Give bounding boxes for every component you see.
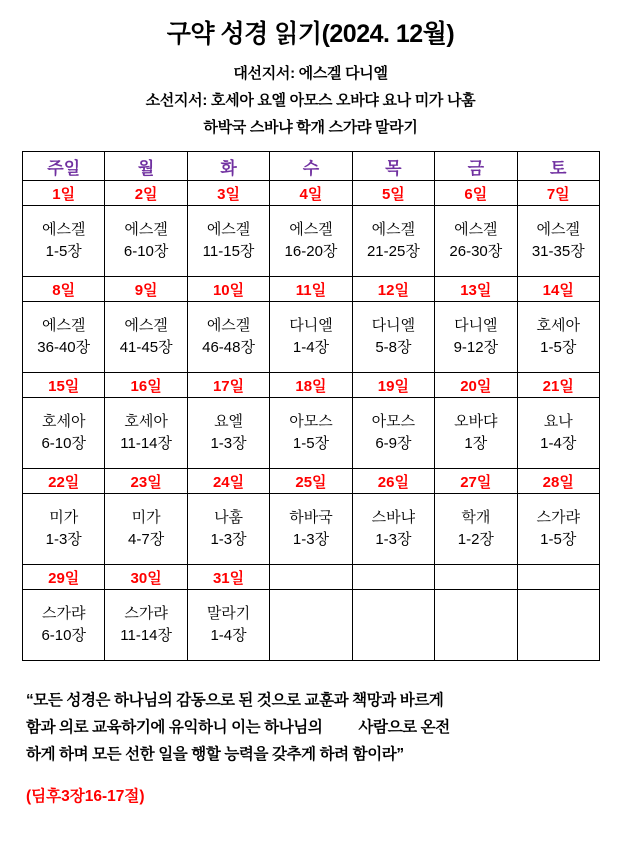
day-number: 17일 (187, 373, 269, 398)
day-number: 22일 (23, 469, 105, 494)
day-number: 21일 (517, 373, 599, 398)
reading-cell: 에스겔 36-40장 (23, 302, 105, 373)
verse-line-2-wrap (26, 714, 595, 741)
reading-cell-empty (435, 590, 517, 661)
day-number: 24일 (187, 469, 269, 494)
day-number: 2일 (105, 181, 187, 206)
reading-cell: 미가 4-7장 (105, 494, 187, 565)
day-number: 23일 (105, 469, 187, 494)
day-number-empty (517, 565, 599, 590)
subtitle-minor-prophets-1: 소선지서: 호세아 요엘 아모스 오바댜 요나 미가 나훔 (145, 92, 476, 109)
subtitle-major-prophets: 대선지서: 에스겔 다니엘 (233, 65, 388, 82)
reading-cell: 에스겔 26-30장 (435, 206, 517, 277)
reading-cell: 스바냐 1-3장 (352, 494, 434, 565)
day-number: 3일 (187, 181, 269, 206)
verse-line-2: 함과 의로 교육하기에 유익하니 이는 하나님의 (26, 719, 323, 737)
reading-cell: 스가랴 6-10장 (23, 590, 105, 661)
reading-cell-empty (352, 590, 434, 661)
day-number: 11일 (270, 277, 352, 302)
reading-cell: 에스겔 1-5장 (23, 206, 105, 277)
day-number: 5일 (352, 181, 434, 206)
reading-cell-empty (517, 590, 599, 661)
day-number: 27일 (435, 469, 517, 494)
day-number-row (23, 277, 600, 302)
reading-cell: 호세아 1-5장 (517, 302, 599, 373)
dow-sat: 토 (517, 152, 599, 181)
day-number: 4일 (270, 181, 352, 206)
reading-cell: 에스겔 46-48장 (187, 302, 269, 373)
reading-cell: 아모스 6-9장 (352, 398, 434, 469)
day-number-empty (270, 565, 352, 590)
reading-cell: 스가랴 1-5장 (517, 494, 599, 565)
day-number: 1일 (23, 181, 105, 206)
dow-tue: 화 (187, 152, 269, 181)
day-number: 28일 (517, 469, 599, 494)
reading-row (23, 590, 600, 661)
reading-calendar (22, 151, 600, 661)
day-number: 12일 (352, 277, 434, 302)
dow-mon: 월 (105, 152, 187, 181)
reading-cell: 호세아 6-10장 (23, 398, 105, 469)
day-number: 6일 (435, 181, 517, 206)
day-number: 29일 (23, 565, 105, 590)
reading-cell: 다니엘 1-4장 (270, 302, 352, 373)
reading-cell: 미가 1-3장 (23, 494, 105, 565)
reading-cell: 호세아 11-14장 (105, 398, 187, 469)
dow-sun: 주일 (23, 152, 105, 181)
reading-cell: 요나 1-4장 (517, 398, 599, 469)
verse-line-1: “모든 성경은 하나님의 감동으로 된 것으로 교훈과 책망과 바르게 (26, 692, 444, 709)
day-number: 8일 (23, 277, 105, 302)
day-number: 19일 (352, 373, 434, 398)
verse-text (26, 687, 595, 768)
reading-cell: 다니엘 9-12장 (435, 302, 517, 373)
reading-cell: 아모스 1-5장 (270, 398, 352, 469)
day-number-empty (352, 565, 434, 590)
day-number: 10일 (187, 277, 269, 302)
reading-cell: 요엘 1-3장 (187, 398, 269, 469)
reading-row (23, 206, 600, 277)
day-number: 15일 (23, 373, 105, 398)
day-number: 30일 (105, 565, 187, 590)
day-number-empty (435, 565, 517, 590)
day-number: 25일 (270, 469, 352, 494)
day-number: 31일 (187, 565, 269, 590)
dow-thu: 목 (352, 152, 434, 181)
reading-cell: 에스겔 11-15장 (187, 206, 269, 277)
reading-cell: 스가랴 11-14장 (105, 590, 187, 661)
reading-cell: 말라기 1-4장 (187, 590, 269, 661)
day-number: 7일 (517, 181, 599, 206)
day-number: 18일 (270, 373, 352, 398)
reading-cell: 에스겔 6-10장 (105, 206, 187, 277)
calendar-header-row (23, 152, 600, 181)
verse-reference: (딤후3장16-17절) (26, 788, 145, 806)
page-title: 구약 성경 읽기(2024. 12월) (166, 20, 455, 48)
day-number-row (23, 565, 600, 590)
day-number: 20일 (435, 373, 517, 398)
reading-cell: 에스겔 31-35장 (517, 206, 599, 277)
verse-line-3: 사람으로 온전 (358, 719, 450, 737)
reading-cell: 하바국 1-3장 (270, 494, 352, 565)
day-number-row (23, 469, 600, 494)
day-number: 16일 (105, 373, 187, 398)
reading-row (23, 302, 600, 373)
day-number: 14일 (517, 277, 599, 302)
day-number: 9일 (105, 277, 187, 302)
reading-cell: 오바댜 1장 (435, 398, 517, 469)
reading-row (23, 398, 600, 469)
reading-cell: 다니엘 5-8장 (352, 302, 434, 373)
reading-row (23, 494, 600, 565)
subtitle-block (22, 62, 599, 137)
reading-cell-empty (270, 590, 352, 661)
reading-cell: 에스겔 41-45장 (105, 302, 187, 373)
dow-wed: 수 (270, 152, 352, 181)
day-number-row (23, 181, 600, 206)
reading-cell: 나훔 1-3장 (187, 494, 269, 565)
dow-fri: 금 (435, 152, 517, 181)
day-number: 13일 (435, 277, 517, 302)
reading-cell: 에스겔 16-20장 (270, 206, 352, 277)
day-number: 26일 (352, 469, 434, 494)
reading-cell: 학개 1-2장 (435, 494, 517, 565)
reading-cell: 에스겔 21-25장 (352, 206, 434, 277)
day-number-row (23, 373, 600, 398)
verse-line-4: 하게 하며 모든 선한 일을 행할 능력을 갖추게 하려 함이라” (26, 746, 404, 764)
subtitle-minor-prophets-2: 하박국 스바냐 학개 스가랴 말라기 (203, 119, 418, 136)
